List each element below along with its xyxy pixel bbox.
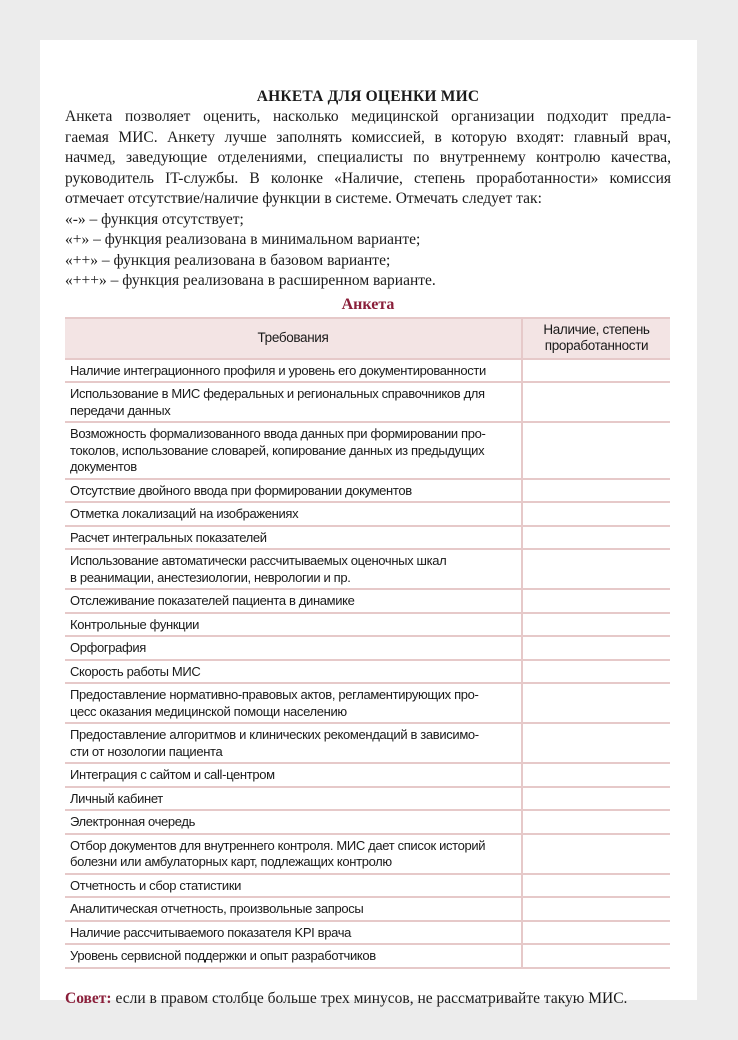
availability-cell[interactable]	[522, 723, 670, 763]
table-row	[65, 382, 670, 422]
advice-label: Совет:	[65, 989, 112, 1007]
requirement-cell: Отслеживание показателей пациента в динамике	[65, 589, 522, 613]
intro-line: руководитель IT-службы. В колонке «Наличие, степень проработанности» комиссия	[65, 169, 671, 187]
header-requirements: Требования	[65, 318, 522, 359]
requirement-cell: Предоставление нормативно-правовых актов, регламентирующих про- цесс оказания медицинской помощи населению	[65, 683, 522, 723]
availability-cell[interactable]	[522, 944, 670, 968]
table-row	[65, 723, 670, 763]
table-row	[65, 897, 670, 921]
requirement-cell: Отсутствие двойного ввода при формировании документов	[65, 479, 522, 503]
table-row	[65, 944, 670, 968]
table-row	[65, 549, 670, 589]
table-row	[65, 834, 670, 874]
table-row	[65, 479, 670, 503]
availability-cell[interactable]	[522, 422, 670, 479]
table-title: Анкета	[341, 295, 395, 313]
requirement-cell: Интеграция с сайтом и call-центром	[65, 763, 522, 787]
table-row	[65, 502, 670, 526]
availability-cell[interactable]	[522, 502, 670, 526]
advice-note	[65, 989, 671, 1009]
document-title: АНКЕТА ДЛЯ ОЦЕНКИ МИС	[256, 88, 480, 105]
table-row	[65, 763, 670, 787]
table-row	[65, 874, 670, 898]
availability-cell[interactable]	[522, 897, 670, 921]
document-page	[40, 40, 697, 1007]
intro-line: «+++» – функция реализована в расширенном варианте.	[65, 272, 436, 289]
table-row	[65, 683, 670, 723]
availability-cell[interactable]	[522, 874, 670, 898]
availability-cell[interactable]	[522, 589, 670, 613]
intro-line: «-» – функция отсутствует;	[65, 210, 244, 228]
availability-cell[interactable]	[522, 787, 670, 811]
availability-cell[interactable]	[522, 660, 670, 684]
table-row	[65, 613, 670, 637]
availability-cell[interactable]	[522, 359, 670, 383]
availability-cell[interactable]	[522, 613, 670, 637]
table-row	[65, 526, 670, 550]
availability-cell[interactable]	[522, 549, 670, 589]
table-row	[65, 422, 670, 479]
requirement-cell: Личный кабинет	[65, 787, 522, 811]
requirement-cell: Отбор документов для внутреннего контроля. МИС дает список историй болезни или амбулаторных карт, подлежащих контролю	[65, 834, 522, 874]
intro-line: начмед, заведующие отделениями, специалисты по внутреннему контролю качества,	[65, 149, 671, 166]
intro-line: «++» – функция реализована в базовом варианте;	[65, 251, 391, 269]
requirement-cell: Электронная очередь	[65, 810, 522, 834]
table-row	[65, 921, 670, 945]
requirement-cell: Расчет интегральных показателей	[65, 526, 522, 550]
intro-line: отмечает отсутствие/наличие функции в системе. Отмечать следует так:	[65, 190, 542, 207]
intro-line: Анкета позволяет оценить, насколько медицинской организации подходит предла-	[65, 108, 671, 125]
intro-line: «+» – функция реализована в минимальном варианте;	[65, 231, 421, 248]
requirement-cell: Возможность формализованного ввода данных при формировании про- токолов, использование словарей, копирование данных из предыдущих документов	[65, 422, 522, 479]
requirement-cell: Уровень сервисной поддержки и опыт разработчиков	[65, 944, 522, 968]
requirement-cell: Орфография	[65, 636, 522, 660]
header-availability: Наличие, степень проработанности	[522, 318, 670, 359]
requirement-cell: Контрольные функции	[65, 613, 522, 637]
requirement-cell: Наличие рассчитываемого показателя KPI врача	[65, 921, 522, 945]
requirement-cell: Наличие интеграционного профиля и уровень его документированности	[65, 359, 522, 383]
requirement-cell: Отметка локализаций на изображениях	[65, 502, 522, 526]
availability-cell[interactable]	[522, 763, 670, 787]
table-row	[65, 359, 670, 383]
availability-cell[interactable]	[522, 921, 670, 945]
requirement-cell: Предоставление алгоритмов и клинических рекомендаций в зависимо- сти от нозологии пациента	[65, 723, 522, 763]
availability-cell[interactable]	[522, 382, 670, 422]
table-header-row	[65, 318, 670, 359]
requirement-cell: Аналитическая отчетность, произвольные запросы	[65, 897, 522, 921]
availability-cell[interactable]	[522, 636, 670, 660]
table-row	[65, 810, 670, 834]
questionnaire-table	[65, 317, 670, 969]
availability-cell[interactable]	[522, 683, 670, 723]
intro-paragraph	[65, 107, 671, 292]
availability-cell[interactable]	[522, 526, 670, 550]
intro-line: гаемая МИС. Анкету лучше заполнять комиссией, в которую входят: главный врач,	[65, 128, 671, 146]
table-row	[65, 787, 670, 811]
requirement-cell: Использование автоматически рассчитываемых оценочных шкал в реанимации, анестезиологии, неврологии и пр.	[65, 549, 522, 589]
availability-cell[interactable]	[522, 479, 670, 503]
availability-cell[interactable]	[522, 834, 670, 874]
table-row	[65, 660, 670, 684]
requirement-cell: Скорость работы МИС	[65, 660, 522, 684]
table-row	[65, 636, 670, 660]
requirement-cell: Использование в МИС федеральных и региональных справочников для передачи данных	[65, 382, 522, 422]
advice-text: если в правом столбце больше трех минусов, не рассматривайте такую МИС.	[111, 989, 628, 1007]
requirement-cell: Отчетность и сбор статистики	[65, 874, 522, 898]
availability-cell[interactable]	[522, 810, 670, 834]
table-row	[65, 589, 670, 613]
